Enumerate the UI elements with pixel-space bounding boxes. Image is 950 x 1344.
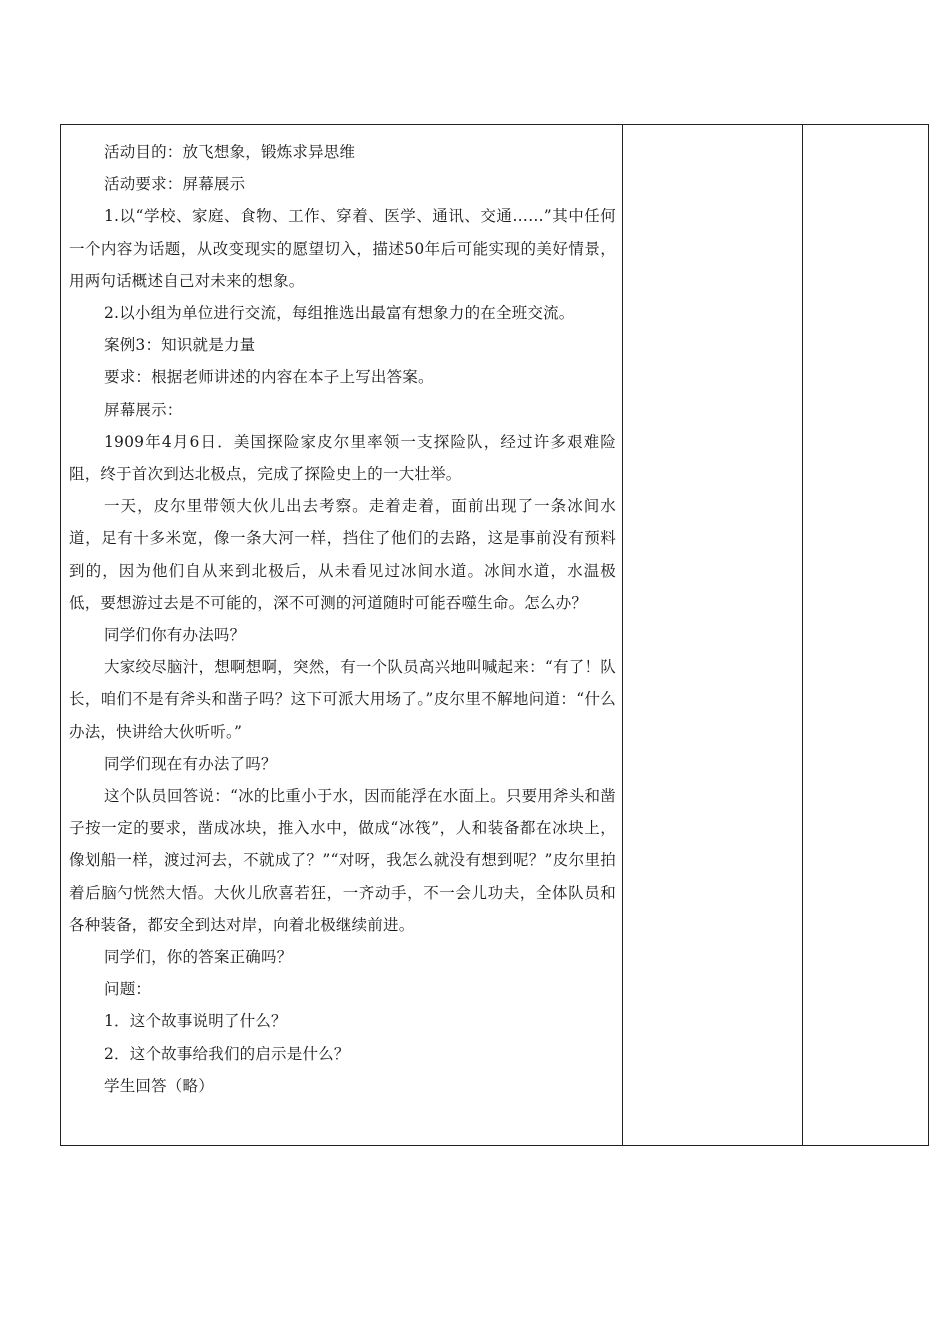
questions-label: 问题： (104, 980, 152, 999)
question-prompt-2: 同学们现在有办法了吗？ (104, 754, 277, 773)
story-paragraph-2: 一天，皮尔里带领大伙儿出去考察。走着走着，面前出现了一条冰间水道，足有十多米宽，像一条大河一样，挡住了他们的去路，这是事前没有预料到的，因为他们自从来到北极后，从未看见过冰间水道。冰间水道，水温极低，要想游过去是不可能的，深不可测的河道随时可能吞噬生命。怎么办？ (69, 497, 616, 612)
requirement-item-2: 2.以小组为单位进行交流，每组推选出最富有想象力的在全班交流。 (104, 304, 575, 323)
activity-goal: 活动目的：放飞想象，锻炼求异思维 (104, 143, 356, 161)
question-1: 1．这个故事说明了什么？ (104, 1012, 287, 1031)
requirement-item-1: 1.以“学校、家庭、食物、工作、穿着、医学、通讯、交通……”其中任何一个内容为话题，从改变现实的愿望切入，描述50年后可能实现的美好情景，用两句话概述自己对未来的想象。 (69, 207, 616, 290)
column-divider-2 (802, 125, 803, 1145)
student-answer-note: 学生回答（略） (104, 1076, 214, 1095)
story-paragraph-3: 大家绞尽脑汁，想啊想啊，突然，有一个队员高兴地叫喊起来：“有了！队长，咱们不是有斧头和凿子吗？这下可派大用场了。”皮尔里不解地问道：“什么办法，快讲给大伙听听。” (69, 658, 616, 741)
screen-display-label: 屏幕展示： (104, 400, 183, 419)
story-paragraph-4: 这个队员回答说：“冰的比重小于水，因而能浮在水面上。只要用斧头和凿子按一定的要求，凿成冰块，推入水中，做成“冰筏”，人和装备都在冰块上，像划船一样，渡过河去，不就成了？”“对呀，我怎么就没有想到呢？”皮尔里拍着后脑勺恍然大悟。大伙儿欣喜若狂，一齐动手，不一会儿功夫，全体队员和各种装备，都安全到达对岸，向着北极继续前进。 (69, 787, 616, 934)
main-content-cell (61, 125, 622, 1145)
case-3-requirement: 要求：根据老师讲述的内容在本子上写出答案。 (104, 368, 434, 387)
case-3-title: 案例3：知识就是力量 (104, 336, 256, 355)
lesson-table (60, 124, 929, 1146)
question-prompt-3: 同学们，你的答案正确吗？ (104, 948, 293, 967)
question-prompt-1: 同学们你有办法吗？ (104, 626, 246, 645)
column-divider-1 (622, 125, 623, 1145)
story-paragraph-1: 1909年4月6日．美国探险家皮尔里率领一支探险队，经过许多艰难险阻，终于首次到达北极点，完成了探险史上的一大壮举。 (69, 432, 616, 484)
question-2: 2．这个故事给我们的启示是什么？ (104, 1044, 350, 1063)
activity-requirement: 活动要求：屏幕展示 (104, 175, 246, 194)
